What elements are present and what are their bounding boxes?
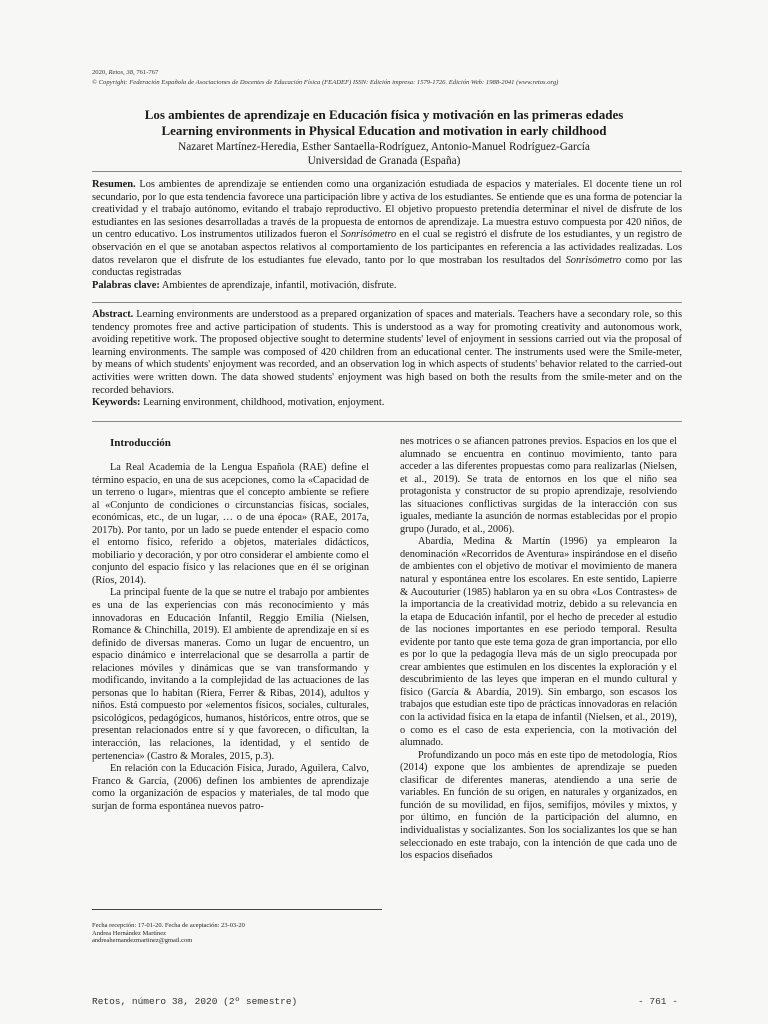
resumen-text: Resumen. Los ambientes de aprendizaje se entienden como una organización estudiada de espacios y materiales. El docente tiene un rol secundario, por lo que esta tendencia favorece una participación libre y activa de los estudiantes. Se entiende que es una forma de potenciar la creatividad y el trabajo autónomo, evitando el trabajo reproductivo. El objetivo propuesto pretendía determinar el nivel de disfrute de los estudiantes en las sesiones desarrolladas a través de la propuesta de entornos de aprendizaje. La muestra estuvo compuesta por 420 niños, de un centro educativo. Los instrumentos utilizados fueron el Sonrisómetro en el cual se registró el disfrute de los estudiantes, y un registro de observación en el que se anotaban aspectos relativos al comportamiento de los participantes en referencia a las actividades realizadas. Los datos revelaron que el disfrute de los estudiantes fue elevado, tanto por lo que mostraban los resultados del Sonrisómetro como por las conductas registradas — [92, 179, 683, 279]
title-spanish: Los ambientes de aprendizaje en Educación física y motivación en las primeras edades — [144, 107, 624, 122]
body-column-left — [92, 436, 369, 813]
page-footer-journal: Retos, número 38, 2020 (2º semestre) — [92, 996, 298, 1007]
section-heading: Introducción — [110, 437, 171, 449]
abstract-block — [92, 309, 682, 410]
page-number: - 761 - — [638, 996, 678, 1007]
body-column-right — [400, 436, 677, 863]
paragraph: Abardía, Medina & Martín (1996) ya emplearon la denominación «Recorridos de Aventura» inspirándose en el diseño de ambientes con el objetivo de motivar el movimiento de manera natural y espontánea entre los escolares. En este sentido, Lapierre & Aucouturier (1985) hablaron ya en su obra «Los Contrastes» de la importancia de la creatividad motriz, debido a su relevancia en la etapa de Educación infantil, por el hecho de preceder al estudio de las nociones importantes en ese periodo temporal. Resulta evidente por tanto que este tema goza de gran importancia, por ello es por lo que la pedagogía lleva más de un siglo preocupada por crear ambientes que estimulen en los discentes la exploración y el descubrimiento de las leyes que imperan en el mundo cultural y físico (García & Abardía, 2019). Sin embargo, son escasos los trabajos que estudian este tipo de prácticas innovadoras en relación con la actividad física en la etapa de infantil (Nielsen, et al., 2019), o como es el caso de esta experiencia, con la motivación del alumnado. — [400, 536, 677, 749]
title-english: Learning environments in Physical Education and motivation in early childhood — [161, 123, 607, 138]
copyright-line: © Copyright: Federación Española de Asociaciones de Docentes de Educación Física (FEADEF) ISSN: Edición impresa: 1579-1726. Edición Web: 1988-2041 (www.retos.org) — [92, 79, 559, 86]
paragraph: La Real Academia de la Lengua Española (RAE) define el término espacio, en una de sus acepciones, como la «Capacidad de un terreno o lugar», mientras que el concepto ambiente se refiere al «Conjunto de condiciones o circunstancias físicas, sociales, económicas, etc., de un lugar, … o de una época» (RAE, 2017a, 2017b). Por tanto, por un lado se puede entender el espacio como el entorno físico, referido a objetos, materiales didácticos, mobiliario y decoración, y por otro considerar el ambiente como el conjunto del espacio físico y las relaciones que en él se originan (Ríos, 2014). — [92, 462, 369, 586]
authors: Nazaret Martínez-Heredia, Esther Santaella-Rodríguez, Antonio-Manuel Rodríguez-García — [178, 141, 590, 153]
paragraph: nes motrices o se afiancen patrones previos. Espacios en los que el alumnado se encuentra en continuo movimiento, tanto para acceder a las diferentes propuestas como para realizarlas (Nielsen, et al., 2019). Se trata de entornos en los que el niño sea protagonista y constructor de su propio aprendizaje, resolviendo las situaciones conflictivas surgidas de la interacción con sus iguales, mediante la asunción de normas establecidas por el propio grupo (Jurado, et al., 2006). — [400, 436, 677, 535]
keywords: Keywords: Learning environment, childhood, motivation, enjoyment. — [92, 397, 385, 409]
paragraph: Profundizando un poco más en este tipo de metodología, Ríos (2014) expone que los ambientes de aprendizaje se pueden clasificar de diferentes maneras, atendiendo a una serie de variables. En función de su origen, en naturales y organizados, en función de su movilidad, en fijos, semifijos, móviles y mixtos, y por último, en función de la participación del alumno, en individualistas y socializantes. Son los socializantes los que se han seleccionado en este trabajo, con la intención de que cada uno de los espacios diseñados — [400, 749, 677, 862]
palabras-clave: Palabras clave: Ambientes de aprendizaje, infantil, motivación, disfrute. — [92, 279, 397, 291]
paragraph: La principal fuente de la que se nutre el trabajo por ambientes es una de las experiencias con más reconocimiento y más innovadoras en Educación Infantil, Reggio Emilia (Nielsen, Romance & Chinchilla, 2019). El ambiente de aprendizaje en sí es definido de diversas maneras. Como un lugar de encuentro, un espacio dinámico e interrelacional que se desarrolla a partir de relaciones móviles y dinámicas que se van transformando y modificando, invitando a la complejidad de las actuaciones de las personas que lo habitan (Riera, Ferrer & Ribas, 2014), adultos y niños. Está compuesto por «elementos físicos, sociales, culturales, psicológicos, pedagógicos, humanos, históricos, entre otros, que se presentan relacionados entre sí y que favorecen, o dificultan, la interacción, las relaciones, la identidad, y el sentido de pertenencia» (Castro & Morales, 2015, p.3). — [92, 587, 369, 762]
footnote — [92, 922, 245, 945]
dates: Fecha recepción: 17-01-20. Fecha de aceptación: 23-03-20 — [92, 922, 245, 929]
journal-citation: 2020, Retos, 38, 761-767 — [92, 69, 159, 76]
divider-bottom — [92, 421, 682, 422]
email: andreahernandezmartinez@gmail.com — [92, 937, 193, 945]
resumen-block — [92, 179, 682, 292]
affiliation: Universidad de Granada (España) — [307, 155, 461, 167]
abstract-text: Abstract. Learning environments are understood as a prepared organization of spaces and materials. Teachers have a secondary role, so this tendency promotes free and active participation of students. This is understood as a way for promoting creativity and autonomous work, avoiding repetitive work. The proposed objective sought to determine students' level of enjoyment in sessions carried out via the proposal of learning environments. The sample was composed of 420 children from an educational center. The instruments used were the Smile-meter, by means of which students' enjoyment was recorded, and an observation log in which aspects of students' behavior related to the carried-out activities were written down. The data showed students' enjoyment was high based on both the results from the smile-meter and on the recorded behaviors. — [92, 309, 682, 396]
title-block — [60, 107, 708, 168]
corresponding-author: Andrea Hernández Martínez — [92, 929, 166, 937]
footnote-divider — [92, 909, 382, 910]
divider-middle — [92, 302, 682, 303]
paragraph: En relación con la Educación Física, Jurado, Aguilera, Calvo, Franco & García, (2006) definen los ambientes de aprendizaje como la organización de espacios y materiales, de tal modo que surjan de forma espontánea nuevos patro- — [92, 763, 369, 812]
divider-top — [92, 171, 682, 172]
journal-header — [92, 68, 558, 88]
